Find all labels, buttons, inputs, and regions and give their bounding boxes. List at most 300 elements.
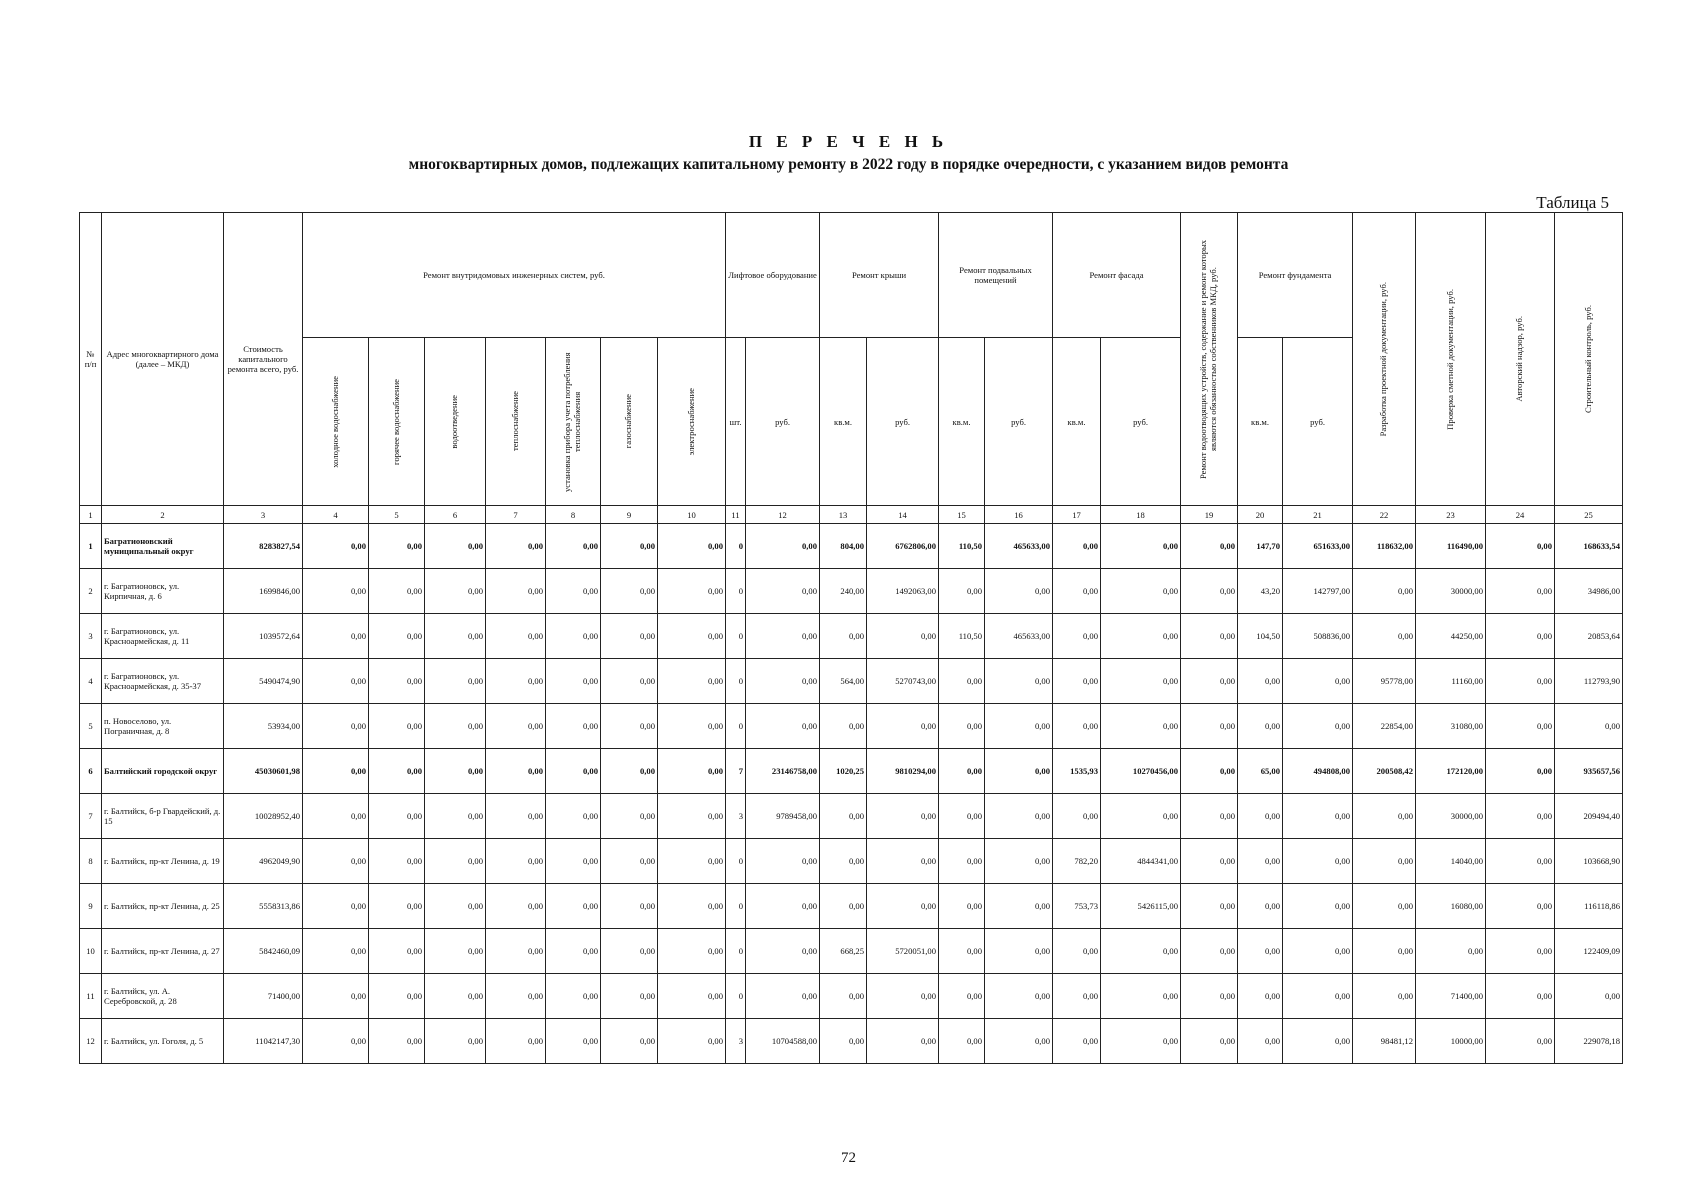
value-cell: 110,50 [939,524,985,569]
value-cell: 43,20 [1238,569,1283,614]
value-cell: 0,00 [546,704,601,749]
value-cell: 0 [726,704,746,749]
header-cold-water: холодное водоснабжение [303,338,369,506]
value-cell: 0,00 [601,524,658,569]
value-cell: 10028952,40 [224,794,303,839]
header-construction-control: Строительный контроль, руб. [1555,213,1623,506]
value-cell: 0,00 [486,659,546,704]
value-cell: 0,00 [601,614,658,659]
row-number-cell: 8 [80,839,102,884]
value-cell: 0,00 [1283,839,1353,884]
value-cell: 34986,00 [1555,569,1623,614]
value-cell: 0,00 [1053,614,1101,659]
column-number: 14 [867,506,939,524]
value-cell: 0,00 [985,794,1053,839]
value-cell: 0,00 [985,929,1053,974]
column-number: 5 [369,506,425,524]
value-cell: 564,00 [820,659,867,704]
value-cell: 0,00 [1486,839,1555,884]
value-cell: 240,00 [820,569,867,614]
table-row [80,1019,1623,1064]
value-cell: 0,00 [1181,929,1238,974]
value-cell: 0,00 [1486,614,1555,659]
value-cell: 0,00 [985,704,1053,749]
value-cell: 1492063,00 [867,569,939,614]
address-cell: г. Балтийск, б-р Гвардейский, д. 15 [102,794,224,839]
column-number: 24 [1486,506,1555,524]
value-cell: 0 [726,884,746,929]
address-cell: г. Багратионовск, ул. Красноармейская, д. 35-37 [102,659,224,704]
value-cell: 10704588,00 [746,1019,820,1064]
row-number-cell: 1 [80,524,102,569]
value-cell: 0,00 [939,659,985,704]
value-cell: 0,00 [1238,1019,1283,1064]
value-cell: 0,00 [1353,794,1416,839]
header-facade-rub: руб. [1101,338,1181,506]
value-cell: 0,00 [1101,614,1181,659]
table-row [80,569,1623,614]
value-cell: 0,00 [1486,524,1555,569]
value-cell: 4962049,90 [224,839,303,884]
value-cell: 30000,00 [1416,569,1486,614]
value-cell: 0,00 [746,614,820,659]
value-cell: 782,20 [1053,839,1101,884]
address-cell: Балтийский городской округ [102,749,224,794]
value-cell: 0,00 [546,884,601,929]
value-cell: 0,00 [1238,839,1283,884]
column-number: 19 [1181,506,1238,524]
row-number-cell: 3 [80,614,102,659]
value-cell: 45030601,98 [224,749,303,794]
value-cell: 0,00 [369,524,425,569]
value-cell: 0,00 [1101,524,1181,569]
value-cell: 0,00 [486,929,546,974]
value-cell: 0,00 [746,929,820,974]
value-cell: 0,00 [658,569,726,614]
value-cell: 0,00 [1181,749,1238,794]
value-cell: 0,00 [1181,884,1238,929]
value-cell: 0,00 [425,839,486,884]
column-number: 2 [102,506,224,524]
value-cell: 494808,00 [1283,749,1353,794]
value-cell: 0,00 [1238,884,1283,929]
value-cell: 0,00 [1283,884,1353,929]
value-cell: 0,00 [1181,794,1238,839]
address-cell: г. Балтийск, ул. Гоголя, д. 5 [102,1019,224,1064]
value-cell: 0,00 [486,794,546,839]
value-cell: 0,00 [1053,929,1101,974]
table-row [80,659,1623,704]
value-cell: 0,00 [1486,974,1555,1019]
value-cell: 0,00 [1181,704,1238,749]
value-cell: 31080,00 [1416,704,1486,749]
value-cell: 0,00 [303,884,369,929]
value-cell: 10000,00 [1416,1019,1486,1064]
value-cell: 0,00 [303,659,369,704]
value-cell: 0,00 [658,974,726,1019]
value-cell: 0,00 [1555,974,1623,1019]
value-cell: 0,00 [425,569,486,614]
value-cell: 5426115,00 [1101,884,1181,929]
value-cell: 0,00 [303,974,369,1019]
value-cell: 11042147,30 [224,1019,303,1064]
table-row [80,614,1623,659]
value-cell: 0,00 [985,659,1053,704]
value-cell: 0 [726,839,746,884]
column-number: 13 [820,506,867,524]
value-cell: 0,00 [303,749,369,794]
value-cell: 0,00 [939,929,985,974]
table-row [80,704,1623,749]
value-cell: 0,00 [867,704,939,749]
value-cell: 0 [726,569,746,614]
table-row [80,794,1623,839]
value-cell: 0,00 [1101,659,1181,704]
header-heat-meter: установка прибора учета потребления теплоснабжения [546,338,601,506]
row-number-cell: 2 [80,569,102,614]
address-cell: п. Новоселово, ул. Пограничная, д. 8 [102,704,224,749]
value-cell: 0,00 [1486,659,1555,704]
value-cell: 0,00 [1053,659,1101,704]
value-cell: 0,00 [939,884,985,929]
value-cell: 0,00 [939,1019,985,1064]
value-cell: 0,00 [820,614,867,659]
value-cell: 0,00 [1555,704,1623,749]
value-cell: 0,00 [1353,974,1416,1019]
header-estimate-check: Проверка сметной документации, руб. [1416,213,1486,506]
value-cell: 200508,42 [1353,749,1416,794]
column-number: 4 [303,506,369,524]
value-cell: 0,00 [486,569,546,614]
value-cell: 0,00 [425,749,486,794]
value-cell: 0,00 [425,704,486,749]
value-cell: 8283827,54 [224,524,303,569]
value-cell: 0,00 [486,1019,546,1064]
header-hot-water: горячее водоснабжение [369,338,425,506]
value-cell: 0,00 [1181,839,1238,884]
column-number: 23 [1416,506,1486,524]
column-number: 17 [1053,506,1101,524]
value-cell: 0,00 [746,839,820,884]
value-cell: 5842460,09 [224,929,303,974]
value-cell: 0,00 [1101,974,1181,1019]
value-cell: 0,00 [601,974,658,1019]
value-cell: 44250,00 [1416,614,1486,659]
value-cell: 20853,64 [1555,614,1623,659]
value-cell: 651633,00 [1283,524,1353,569]
value-cell: 0 [726,929,746,974]
row-number-cell: 5 [80,704,102,749]
value-cell: 0,00 [601,794,658,839]
header-roof: Ремонт крыши [820,213,939,338]
value-cell: 0,00 [369,929,425,974]
value-cell: 0,00 [486,839,546,884]
value-cell: 229078,18 [1555,1019,1623,1064]
value-cell: 0,00 [1181,569,1238,614]
document-subtitle: многоквартирных домов, подлежащих капитальному ремонту в 2022 году в порядке очередности, с указанием видов ремонта [408,156,1289,173]
value-cell: 5270743,00 [867,659,939,704]
value-cell: 118632,00 [1353,524,1416,569]
value-cell: 0,00 [601,839,658,884]
value-cell: 98481,12 [1353,1019,1416,1064]
column-number: 16 [985,506,1053,524]
value-cell: 0,00 [1101,1019,1181,1064]
value-cell: 0,00 [746,659,820,704]
value-cell: 0,00 [820,884,867,929]
value-cell: 0,00 [369,1019,425,1064]
value-cell: 0,00 [867,839,939,884]
value-cell: 0,00 [425,794,486,839]
value-cell: 0,00 [425,974,486,1019]
header-facade: Ремонт фасада [1053,213,1181,338]
header-gas: газоснабжение [601,338,658,506]
value-cell: 0,00 [369,839,425,884]
value-cell: 0,00 [985,569,1053,614]
value-cell: 1535,93 [1053,749,1101,794]
value-cell: 0,00 [1053,569,1101,614]
address-cell: г. Багратионовск, ул. Красноармейская, д. 11 [102,614,224,659]
value-cell: 0,00 [939,569,985,614]
value-cell: 0,00 [820,704,867,749]
header-author-supervision: Авторский надзор, руб. [1486,213,1555,506]
value-cell: 0,00 [486,974,546,1019]
header-row-groups [80,213,1623,338]
value-cell: 1020,25 [820,749,867,794]
value-cell: 0,00 [1101,569,1181,614]
header-sewerage: водоотведение [425,338,486,506]
value-cell: 0,00 [601,884,658,929]
value-cell: 0,00 [601,569,658,614]
header-elevator-rub: руб. [746,338,820,506]
value-cell: 7 [726,749,746,794]
value-cell: 0,00 [658,884,726,929]
value-cell: 0,00 [1486,569,1555,614]
value-cell: 0,00 [546,524,601,569]
value-cell: 804,00 [820,524,867,569]
value-cell: 0,00 [486,749,546,794]
value-cell: 0,00 [369,884,425,929]
value-cell: 0,00 [867,1019,939,1064]
value-cell: 0,00 [658,794,726,839]
column-number: 15 [939,506,985,524]
column-number: 22 [1353,506,1416,524]
value-cell: 0,00 [746,884,820,929]
value-cell: 0,00 [1101,794,1181,839]
header-address: Адрес многоквартирного дома (далее – МКД) [102,213,224,506]
header-design-docs: Разработка проектной документации, руб. [1353,213,1416,506]
address-cell: Багратионовский муниципальный округ [102,524,224,569]
value-cell: 0,00 [1181,614,1238,659]
value-cell: 0,00 [1053,1019,1101,1064]
value-cell: 14040,00 [1416,839,1486,884]
value-cell: 0 [726,524,746,569]
value-cell: 0,00 [658,704,726,749]
value-cell: 0,00 [1238,659,1283,704]
value-cell: 0,00 [303,1019,369,1064]
value-cell: 0,00 [1353,569,1416,614]
value-cell: 103668,90 [1555,839,1623,884]
value-cell: 0,00 [658,1019,726,1064]
header-roof-sqm: кв.м. [820,338,867,506]
value-cell: 0,00 [1053,704,1101,749]
value-cell: 0,00 [601,659,658,704]
header-foundation-rub: руб. [1283,338,1353,506]
value-cell: 508836,00 [1283,614,1353,659]
row-number-cell: 11 [80,974,102,1019]
address-cell: г. Балтийск, пр-кт Ленина, д. 25 [102,884,224,929]
value-cell: 0,00 [546,569,601,614]
row-number-cell: 10 [80,929,102,974]
value-cell: 0,00 [985,749,1053,794]
value-cell: 9810294,00 [867,749,939,794]
value-cell: 0,00 [1486,1019,1555,1064]
value-cell: 0,00 [303,839,369,884]
address-cell: г. Балтийск, пр-кт Ленина, д. 19 [102,839,224,884]
value-cell: 3 [726,794,746,839]
value-cell: 0,00 [601,929,658,974]
value-cell: 0,00 [658,749,726,794]
value-cell: 0,00 [1353,614,1416,659]
value-cell: 53934,00 [224,704,303,749]
value-cell: 0,00 [1283,929,1353,974]
value-cell: 22854,00 [1353,704,1416,749]
value-cell: 23146758,00 [746,749,820,794]
value-cell: 668,25 [820,929,867,974]
value-cell: 0,00 [303,929,369,974]
value-cell: 0,00 [369,794,425,839]
value-cell: 0,00 [985,884,1053,929]
value-cell: 0,00 [746,569,820,614]
value-cell: 0,00 [369,704,425,749]
value-cell: 0,00 [820,839,867,884]
repair-table [79,212,1623,1064]
value-cell: 122409,09 [1555,929,1623,974]
value-cell: 0,00 [486,704,546,749]
value-cell: 0,00 [658,929,726,974]
value-cell: 0,00 [369,569,425,614]
header-total-cost: Стоимость капитального ремонта всего, руб. [224,213,303,506]
header-basement-sqm: кв.м. [939,338,985,506]
value-cell: 0,00 [1238,794,1283,839]
column-number: 21 [1283,506,1353,524]
value-cell: 0,00 [1053,974,1101,1019]
value-cell: 0,00 [820,974,867,1019]
value-cell: 0,00 [939,974,985,1019]
value-cell: 0,00 [985,839,1053,884]
value-cell: 209494,40 [1555,794,1623,839]
column-number: 12 [746,506,820,524]
table-row [80,929,1623,974]
value-cell: 0,00 [425,614,486,659]
value-cell: 116118,86 [1555,884,1623,929]
value-cell: 0,00 [1181,974,1238,1019]
value-cell: 0,00 [867,884,939,929]
header-facade-sqm: кв.м. [1053,338,1101,506]
column-number: 8 [546,506,601,524]
value-cell: 0,00 [1283,1019,1353,1064]
value-cell: 753,73 [1053,884,1101,929]
column-number-row [80,506,1623,524]
table-label: Таблица 5 [1536,193,1609,212]
value-cell: 0,00 [1486,794,1555,839]
header-water-drain: Ремонт водоотводящих устройств, содержание и ремонт которых являются обязанностью собственников МКД, руб. [1181,213,1238,506]
value-cell: 0,00 [985,974,1053,1019]
value-cell: 0,00 [1353,929,1416,974]
header-roof-rub: руб. [867,338,939,506]
value-cell: 0,00 [1101,704,1181,749]
header-foundation: Ремонт фундамента [1238,213,1353,338]
value-cell: 0,00 [1486,884,1555,929]
table-row [80,974,1623,1019]
value-cell: 0,00 [746,704,820,749]
value-cell: 0,00 [546,929,601,974]
column-number: 25 [1555,506,1623,524]
value-cell: 0,00 [1053,524,1101,569]
value-cell: 0,00 [486,524,546,569]
value-cell: 0,00 [1238,929,1283,974]
value-cell: 0,00 [369,614,425,659]
header-engineering-systems: Ремонт внутридомовых инженерных систем, руб. [303,213,726,338]
value-cell: 0,00 [303,524,369,569]
value-cell: 0,00 [658,524,726,569]
row-number-cell: 12 [80,1019,102,1064]
value-cell: 0,00 [1238,704,1283,749]
value-cell: 3 [726,1019,746,1064]
value-cell: 0,00 [369,974,425,1019]
value-cell: 168633,54 [1555,524,1623,569]
value-cell: 465633,00 [985,614,1053,659]
page-number: 72 [841,1150,856,1166]
value-cell: 0,00 [939,794,985,839]
address-cell: г. Багратионовск, ул. Кирпичная, д. 6 [102,569,224,614]
value-cell: 0,00 [1101,929,1181,974]
value-cell: 172120,00 [1416,749,1486,794]
value-cell: 5490474,90 [224,659,303,704]
value-cell: 0,00 [1353,839,1416,884]
value-cell: 116490,00 [1416,524,1486,569]
value-cell: 0,00 [985,1019,1053,1064]
row-number-cell: 9 [80,884,102,929]
table-row-district-total [80,749,1623,794]
table-row-district-total [80,524,1623,569]
value-cell: 0,00 [303,794,369,839]
value-cell: 0,00 [425,929,486,974]
document-title: П Е Р Е Ч Е Н Ь [748,132,949,151]
value-cell: 0 [726,974,746,1019]
value-cell: 0,00 [601,1019,658,1064]
value-cell: 0,00 [425,1019,486,1064]
table-row [80,884,1623,929]
header-elevator-pcs: шт. [726,338,746,506]
value-cell: 0,00 [1283,659,1353,704]
row-number-cell: 7 [80,794,102,839]
address-cell: г. Балтийск, пр-кт Ленина, д. 27 [102,929,224,974]
value-cell: 0,00 [303,569,369,614]
value-cell: 5720051,00 [867,929,939,974]
value-cell: 0,00 [1181,524,1238,569]
table-row [80,839,1623,884]
value-cell: 0,00 [303,704,369,749]
value-cell: 0,00 [546,794,601,839]
value-cell: 0,00 [867,974,939,1019]
value-cell: 0,00 [1486,929,1555,974]
value-cell: 0,00 [486,884,546,929]
value-cell: 0,00 [939,749,985,794]
value-cell: 104,50 [1238,614,1283,659]
value-cell: 0,00 [546,1019,601,1064]
value-cell: 11160,00 [1416,659,1486,704]
value-cell: 0,00 [658,839,726,884]
